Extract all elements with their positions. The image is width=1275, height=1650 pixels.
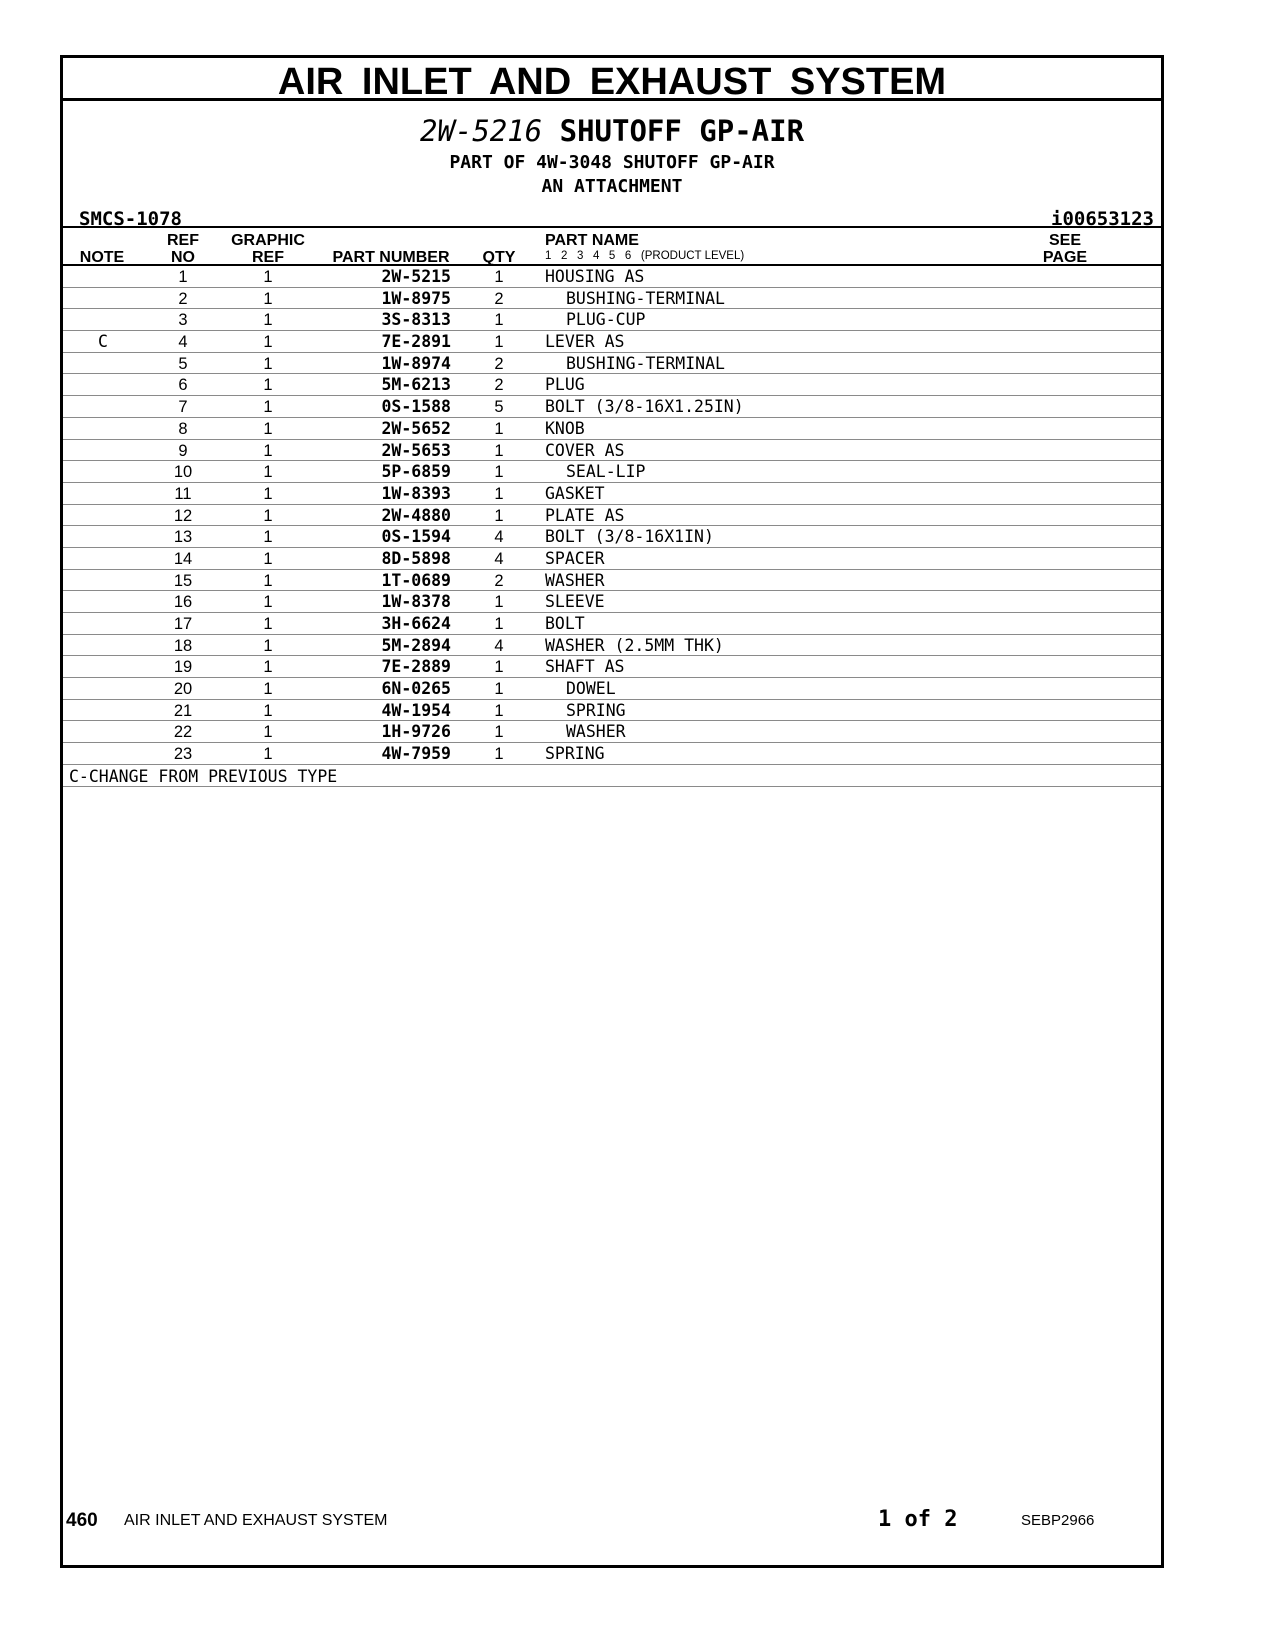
qty-cell: 1 [494,680,504,699]
group-number: 2W-5216 [419,114,543,148]
part-name-cell: HOUSING AS [545,267,645,286]
qty-cell: 1 [494,593,504,612]
part-name-cell: BUSHING-TERMINAL [566,353,725,373]
part-number-cell: 5M-2894 [381,635,451,655]
col-graphic [223,232,313,266]
ref-cell: 3 [178,311,188,330]
ref-cell: 22 [173,723,193,742]
parts-table [63,266,1161,787]
part-number-cell: 2W-4880 [381,505,451,525]
group-title [63,114,1161,148]
graphic-ref-cell: 1 [263,376,273,395]
col-ref [158,232,208,266]
graphic-ref-cell: 1 [263,615,273,633]
graphic-ref-cell: 1 [263,268,273,286]
qty-cell: 1 [494,723,504,742]
col-see-page [1039,232,1091,266]
table-row [63,591,1161,613]
footnote-row [63,765,1161,787]
table-row [63,678,1161,700]
table-row [63,396,1161,418]
col-see-top: SEE [1048,232,1081,249]
part-name-cell: WASHER [545,570,605,590]
qty-cell: 1 [494,658,504,677]
qty-cell: 1 [494,615,504,633]
qty-cell: 1 [494,419,504,438]
table-row [63,440,1161,462]
graphic-ref-cell: 1 [263,528,273,547]
qty-cell: 1 [494,745,504,764]
part-number-cell: 1W-8974 [381,353,451,373]
graphic-ref-cell: 1 [263,289,273,308]
part-number-cell: 1H-9726 [381,722,451,742]
table-row [63,700,1161,722]
attachment-line: AN ATTACHMENT [541,176,683,197]
graphic-ref-cell: 1 [263,549,273,568]
graphic-ref-cell: 1 [263,333,273,352]
table-row [63,613,1161,635]
col-ref-bottom: NO [171,249,195,266]
part-number-cell: 4W-1954 [381,700,451,720]
graphic-ref-cell: 1 [263,354,273,373]
ref-cell: 17 [173,615,193,633]
qty-cell: 1 [494,506,504,525]
part-name-cell: SEAL-LIP [566,462,646,482]
col-part-number: PART NUMBER [332,249,450,266]
note-cell: C [98,332,108,352]
part-number-cell: 1W-8975 [381,288,451,308]
part-name-cell: PLATE AS [545,505,625,525]
qty-cell: 4 [494,549,504,568]
footer-section: AIR INLET AND EXHAUST SYSTEM [124,1512,388,1529]
part-number-cell: 7E-2891 [381,332,451,352]
ref-cell: 4 [178,333,188,352]
table-row [63,548,1161,570]
graphic-ref-cell: 1 [263,506,273,525]
part-number-cell: 0S-1588 [381,397,451,417]
graphic-ref-cell: 1 [263,658,273,677]
part-number-cell: 1W-8378 [381,592,451,612]
part-name-cell: COVER AS [545,440,625,460]
graphic-ref-cell: 1 [263,484,273,503]
ref-cell: 10 [173,463,193,482]
table-row [63,461,1161,483]
qty-cell: 4 [494,636,504,655]
part-name-cell: SPRING [545,744,605,764]
part-name-cell: PLUG-CUP [566,310,646,330]
part-name-cell: WASHER [566,722,626,742]
product-levels: 1 2 3 4 5 6 (PRODUCT LEVEL) [545,250,745,262]
col-see-bottom: PAGE [1042,249,1088,266]
part-name-cell: WASHER (2.5MM THK) [545,635,724,655]
part-name-cell: PLUG [545,375,585,395]
ref-cell: 20 [173,680,193,699]
part-name-cell: BOLT (3/8-16X1IN) [545,527,714,547]
graphic-ref-cell: 1 [263,723,273,742]
graphic-ref-cell: 1 [263,571,273,590]
smcs-code: SMCS-1078 [79,208,182,230]
graphic-ref-cell: 1 [263,745,273,764]
part-name-cell: DOWEL [566,679,616,699]
ref-cell: 13 [173,528,193,547]
ref-cell: 21 [173,701,193,720]
part-number-cell: 3H-6624 [381,614,451,633]
table-row [63,721,1161,743]
ref-cell: 2 [178,289,188,308]
illustration-id: i00653123 [1051,208,1154,230]
graphic-ref-cell: 1 [263,701,273,720]
table-row [63,656,1161,678]
part-of-line: PART OF 4W-3048 SHUTOFF GP-AIR [449,152,775,173]
ref-cell: 16 [173,593,193,612]
col-graphic-top: GRAPHIC [231,232,305,249]
table-row [63,570,1161,592]
header-top-rule [63,226,1161,228]
footnote-text: C-CHANGE FROM PREVIOUS TYPE [69,766,338,786]
graphic-ref-cell: 1 [263,398,273,417]
col-qty: QTY [482,249,516,266]
table-row [63,309,1161,331]
col-note: NOTE [79,249,125,266]
part-number-cell: 0S-1594 [381,527,451,547]
qty-cell: 2 [494,289,504,308]
sheet-indicator: 1 of 2 [878,1507,958,1532]
section-title: AIR INLET AND EXHAUST SYSTEM [63,58,1161,101]
ref-cell: 15 [173,571,193,590]
part-number-cell: 2W-5653 [381,440,451,460]
graphic-ref-cell: 1 [263,463,273,482]
ref-cell: 12 [173,506,193,525]
ref-cell: 23 [173,745,193,764]
part-name-cell: SHAFT AS [545,657,625,677]
qty-cell: 1 [494,484,504,503]
graphic-ref-cell: 1 [263,593,273,612]
table-row [63,418,1161,440]
part-number-cell: 3S-8313 [381,310,451,330]
graphic-ref-cell: 1 [263,419,273,438]
ref-cell: 5 [178,354,188,373]
qty-cell: 2 [494,571,504,590]
qty-cell: 1 [494,441,504,460]
qty-cell: 1 [494,701,504,720]
ref-cell: 1 [178,268,188,286]
page-number: 460 [66,1510,98,1531]
part-number-cell: 4W-7959 [381,744,451,764]
col-part-name: PART NAME [545,232,639,249]
graphic-ref-cell: 1 [263,636,273,655]
table-row [63,353,1161,375]
qty-cell: 2 [494,376,504,395]
part-name-cell: BOLT (3/8-16X1.25IN) [545,397,744,417]
qty-cell: 1 [494,268,504,286]
part-name-cell: GASKET [545,483,605,503]
graphic-ref-cell: 1 [263,311,273,330]
ref-cell: 11 [174,484,192,503]
qty-cell: 1 [494,333,504,352]
part-number-cell: 1T-0689 [381,570,451,590]
part-number-cell: 7E-2889 [381,657,451,677]
page-frame [60,55,1164,1568]
table-row [63,635,1161,657]
ref-cell: 14 [173,549,193,568]
part-number-cell: 2W-5215 [381,267,451,286]
part-number-cell: 1W-8393 [381,483,451,503]
qty-cell: 5 [494,398,504,417]
qty-cell: 1 [494,311,504,330]
ref-cell: 9 [178,441,188,460]
table-row [63,505,1161,527]
part-name-cell: KNOB [545,418,585,438]
ref-cell: 6 [178,376,188,395]
part-number-cell: 2W-5652 [381,418,451,438]
table-row [63,483,1161,505]
table-row [63,266,1161,288]
graphic-ref-cell: 1 [263,441,273,460]
group-name: SHUTOFF GP-AIR [559,114,805,148]
part-name-cell: BUSHING-TERMINAL [566,288,725,308]
part-number-cell: 5P-6859 [381,462,451,482]
part-number-cell: 6N-0265 [381,679,451,699]
qty-cell: 2 [494,354,504,373]
part-name-cell: BOLT [545,614,585,633]
ref-cell: 7 [178,398,188,417]
part-name-cell: SPRING [566,700,626,720]
ref-cell: 18 [173,636,193,655]
col-ref-top: REF [167,232,199,249]
col-graphic-bottom: REF [252,249,284,266]
ref-cell: 19 [173,658,193,677]
ref-cell: 8 [178,419,188,438]
part-number-cell: 8D-5898 [381,548,451,568]
qty-cell: 1 [494,463,504,482]
table-row [63,331,1161,353]
part-number-cell: 5M-6213 [381,375,451,395]
table-row [63,526,1161,548]
table-row [63,288,1161,310]
graphic-ref-cell: 1 [263,680,273,699]
part-name-cell: LEVER AS [545,332,625,352]
table-row [63,743,1161,765]
part-name-cell: SPACER [545,548,605,568]
document-number: SEBP2966 [1021,1512,1095,1529]
part-name-cell: SLEEVE [545,592,605,612]
qty-cell: 4 [494,528,504,547]
table-row [63,374,1161,396]
